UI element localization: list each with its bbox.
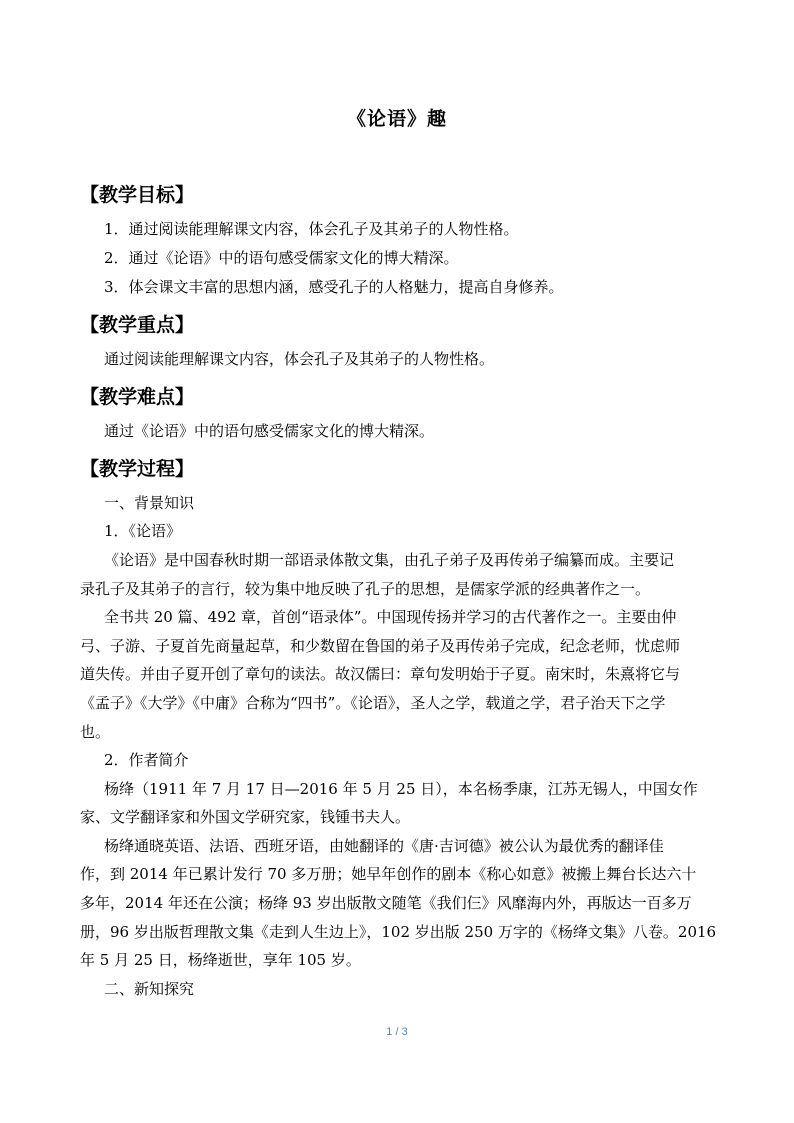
process-line: 家、文学翻译家和外国文学研究家，钱锺书夫人。 bbox=[80, 808, 411, 826]
process-line: 《论语》是中国春秋时期一部语录体散文集，由孔子弟子及再传弟子编纂而成。主要记 bbox=[104, 551, 675, 569]
process-line: 杨绛通晓英语、法语、西班牙语，由她翻译的《唐·吉诃德》被公认为最优秀的翻译佳 bbox=[104, 837, 664, 855]
process-line: 册，96 岁出版哲理散文集《走到人生边上》，102 岁出版 250 万字的《杨绛文集》八卷。2016 bbox=[80, 923, 717, 941]
goal-item: 1．通过阅读能理解课文内容，体会孔子及其弟子的人物性格。 bbox=[104, 220, 519, 238]
process-line: 年 5 月 25 日，杨绛逝世，享年 105 岁。 bbox=[80, 951, 361, 969]
process-line: 录孔子及其弟子的言行，较为集中地反映了孔子的思想，是儒家学派的经典著作之一。 bbox=[80, 580, 651, 598]
focus-text: 通过阅读能理解课文内容，体会孔子及其弟子的人物性格。 bbox=[104, 350, 495, 368]
process-line: 杨绛（1911 年 7 月 17 日—2016 年 5 月 25 日），本名杨季康，江苏无锡人，中国女作 bbox=[104, 780, 698, 798]
section-heading-difficulty: 【教学难点】 bbox=[80, 386, 195, 408]
section-heading-process: 【教学过程】 bbox=[80, 458, 195, 480]
process-line: 也。 bbox=[80, 723, 111, 741]
goal-item: 3．体会课文丰富的思想内涵，感受孔子的人格魅力，提高自身修养。 bbox=[104, 278, 564, 296]
section-heading-focus: 【教学重点】 bbox=[80, 314, 195, 336]
process-line: 一、背景知识 bbox=[104, 494, 195, 512]
process-line: 多年，2014 年还在公演；杨绛 93 岁出版散文随笔《我们仨》风靡海内外，再版达一百多万 bbox=[80, 894, 692, 912]
section-heading-goals: 【教学目标】 bbox=[80, 184, 195, 206]
process-line: 全书共 20 篇、492 章，首创“语录体”。中国现传扬并学习的古代著作之一。主要由仲 bbox=[104, 608, 677, 626]
process-line: 弓、子游、子夏首先商量起草，和少数留在鲁国的弟子及再传弟子完成，纪念老师，忧虑师 bbox=[80, 637, 681, 655]
process-line: 2．作者简介 bbox=[104, 751, 189, 769]
process-line: 二、新知探究 bbox=[104, 980, 195, 998]
process-line: 道失传。并由子夏开创了章句的读法。故汉儒曰：章句发明始于子夏。南宋时，朱熹将它与 bbox=[80, 665, 681, 683]
document-title: 《论语》趣 bbox=[346, 108, 447, 130]
process-line: 《孟子》《大学》《中庸》合称为“四书”。《论语》，圣人之学，载道之学，君子治天下之学 bbox=[80, 694, 666, 712]
process-line: 1．《论语》 bbox=[104, 522, 182, 540]
goal-item: 2．通过《论语》中的语句感受儒家文化的博大精深。 bbox=[104, 249, 459, 267]
page-number: 1 / 3 bbox=[386, 1026, 408, 1038]
process-line: 作，到 2014 年已累计发行 70 多万册；她早年创作的剧本《称心如意》被搬上舞台长达六十 bbox=[80, 865, 697, 883]
difficulty-text: 通过《论语》中的语句感受儒家文化的博大精深。 bbox=[104, 422, 435, 440]
